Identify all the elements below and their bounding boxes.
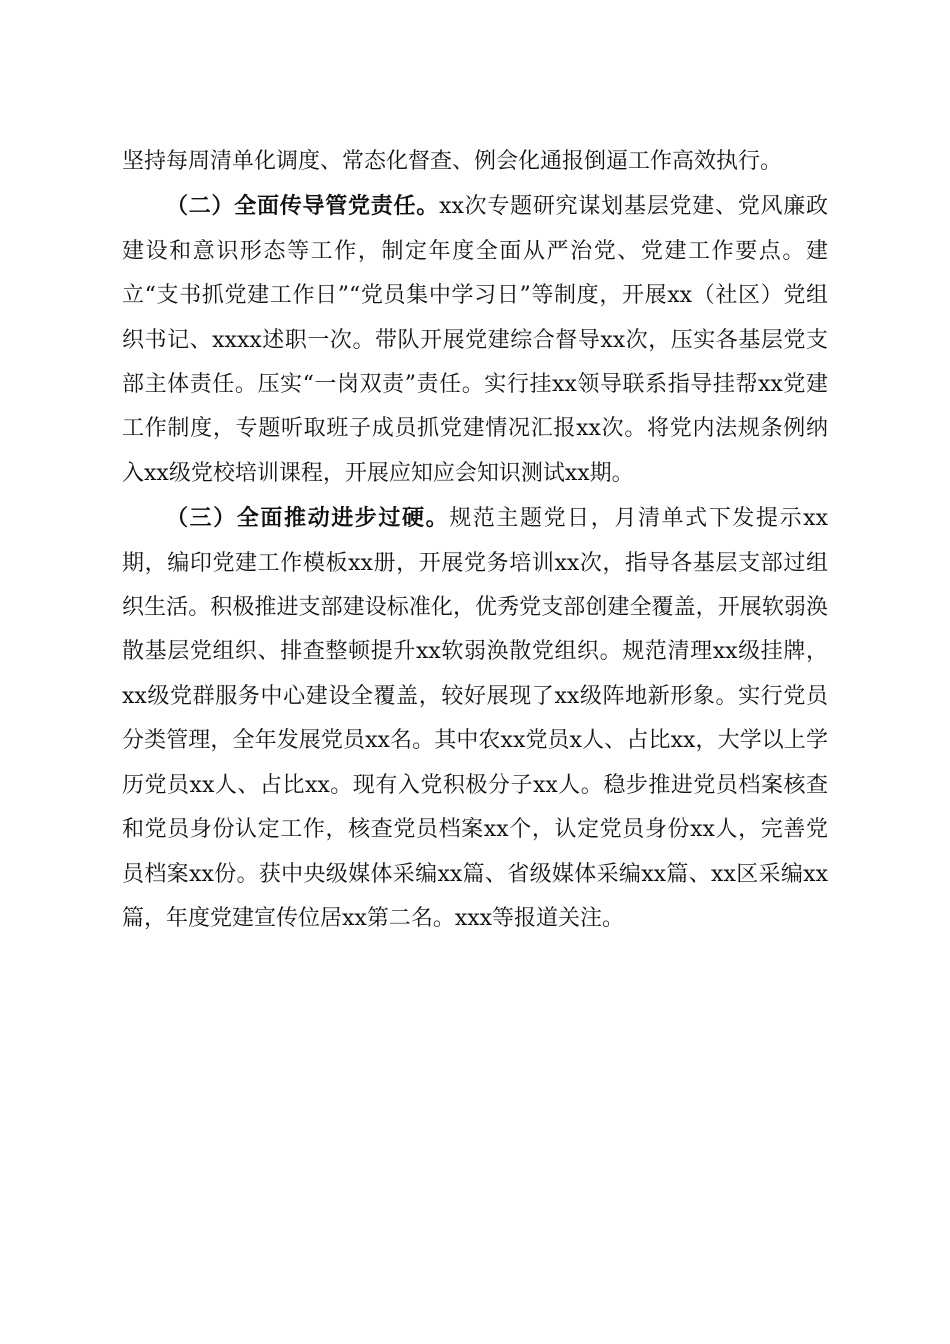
document-body [122,140,828,941]
section-2-heading: （二）全面传导管党责任。 [166,193,440,220]
section-3-heading: （三）全面推动进步过硬。 [166,505,450,532]
section-3-body: 规范主题党日，月清单式下发提示xx期，编印党建工作模板xx册，开展党务培训xx次，指导各基层支部过组织生活。积极推进支部建设标准化，优秀党支部创建全覆盖，开展软弱涣散基层党组织、排查整顿提升xx软弱涣散党组织。规范清理xx级挂牌，xx级党群服务中心建设全覆盖，较好展现了xx级阵地新形象。实行党员分类管理，全年发展党员xx名。其中农xx党员x人、占比xx，大学以上学历党员xx人、占比xx。现有入党积极分子xx人。稳步推进党员档案核查和党员身份认定工作，核查党员档案xx个，认定党员身份xx人，完善党员档案xx份。获中央级媒体采编xx篇、省级媒体采编xx篇、xx区采编xx篇，年度党建宣传位居xx第二名。xxx等报道关注。 [122,506,828,931]
paragraph-continuation: 坚持每周清单化调度、常态化督查、例会化通报倒逼工作高效执行。 [122,149,783,174]
section-2-paragraph [122,184,828,496]
section-2-body: xx次专题研究谋划基层党建、党风廉政建设和意识形态等工作，制定年度全面从严治党、党建工作要点。建立“支书抓党建工作日”“党员集中学习日”等制度，开展xx（社区）党组织书记、xxxx述职一次。带队开展党建综合督导xx次，压实各基层党支部主体责任。压实“一岗双责”责任。实行挂xx领导联系指导挂帮xx党建工作制度，专题听取班子成员抓党建情况汇报xx次。将党内法规条例纳入xx级党校培训课程，开展应知应会知识测试xx期。 [122,194,828,486]
section-3-paragraph [122,496,828,941]
